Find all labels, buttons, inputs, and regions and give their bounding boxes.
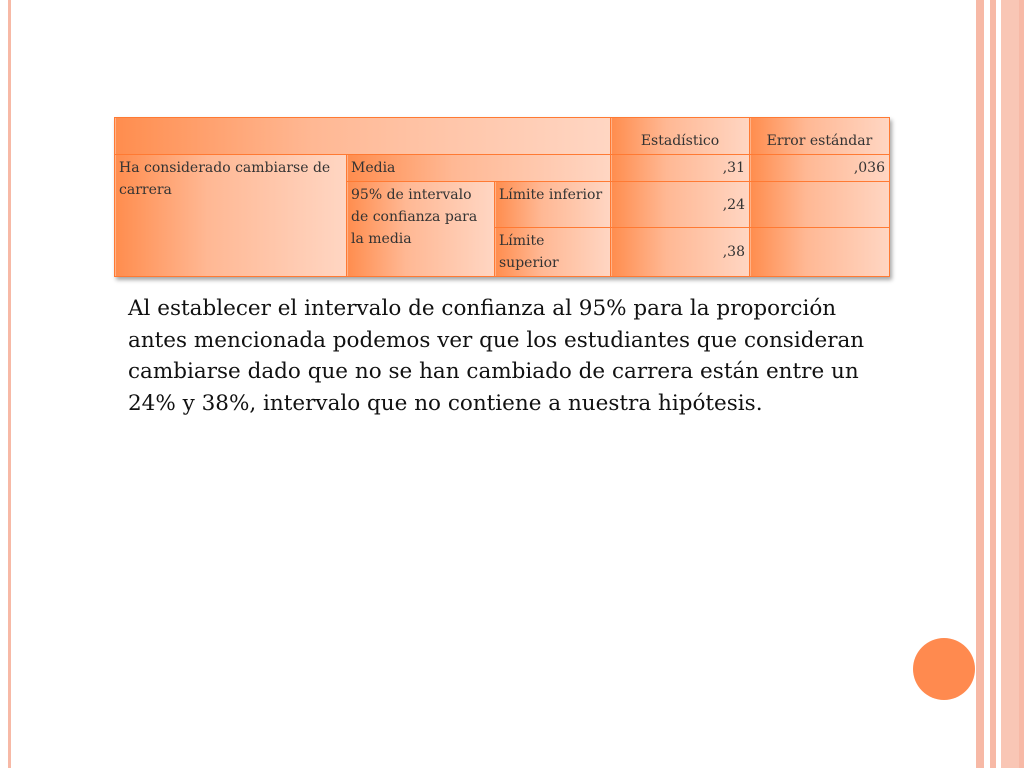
table-header-row — [115, 118, 890, 155]
variable-label: Ha considerado cambiarse de carrera — [115, 155, 347, 277]
left-border-line — [8, 0, 11, 768]
right-border-stripe — [990, 0, 996, 768]
lower-limit-error — [750, 182, 890, 228]
decorative-circle — [913, 638, 975, 700]
mean-error: ,036 — [750, 155, 890, 182]
upper-limit-value: ,38 — [611, 228, 750, 277]
lower-limit-value: ,24 — [611, 182, 750, 228]
upper-limit-label: Límite superior — [495, 228, 611, 277]
statistics-table — [114, 117, 890, 277]
table-row — [115, 155, 890, 182]
header-statistic: Estadístico — [611, 118, 750, 155]
right-border-stripe — [976, 0, 984, 768]
ci-label: 95% de intervalo de confianza para la media — [347, 182, 495, 277]
right-border-stripe — [1019, 0, 1024, 768]
header-std-error: Error estándar — [750, 118, 890, 155]
right-border-stripe — [1001, 0, 1019, 768]
mean-value: ,31 — [611, 155, 750, 182]
upper-limit-error — [750, 228, 890, 277]
conclusion-paragraph: Al establecer el intervalo de confianza al 95% para la proporción antes mencionada podemos ver que los estudiantes que consideran cambiarse dado que no se han cambiado de carrera están entre un 24% y 38%, intervalo que no contiene a nuestra hipótesis. — [128, 296, 865, 416]
header-blank-cell — [115, 118, 611, 155]
lower-limit-label: Límite inferior — [495, 182, 611, 228]
mean-label: Media — [347, 155, 611, 182]
